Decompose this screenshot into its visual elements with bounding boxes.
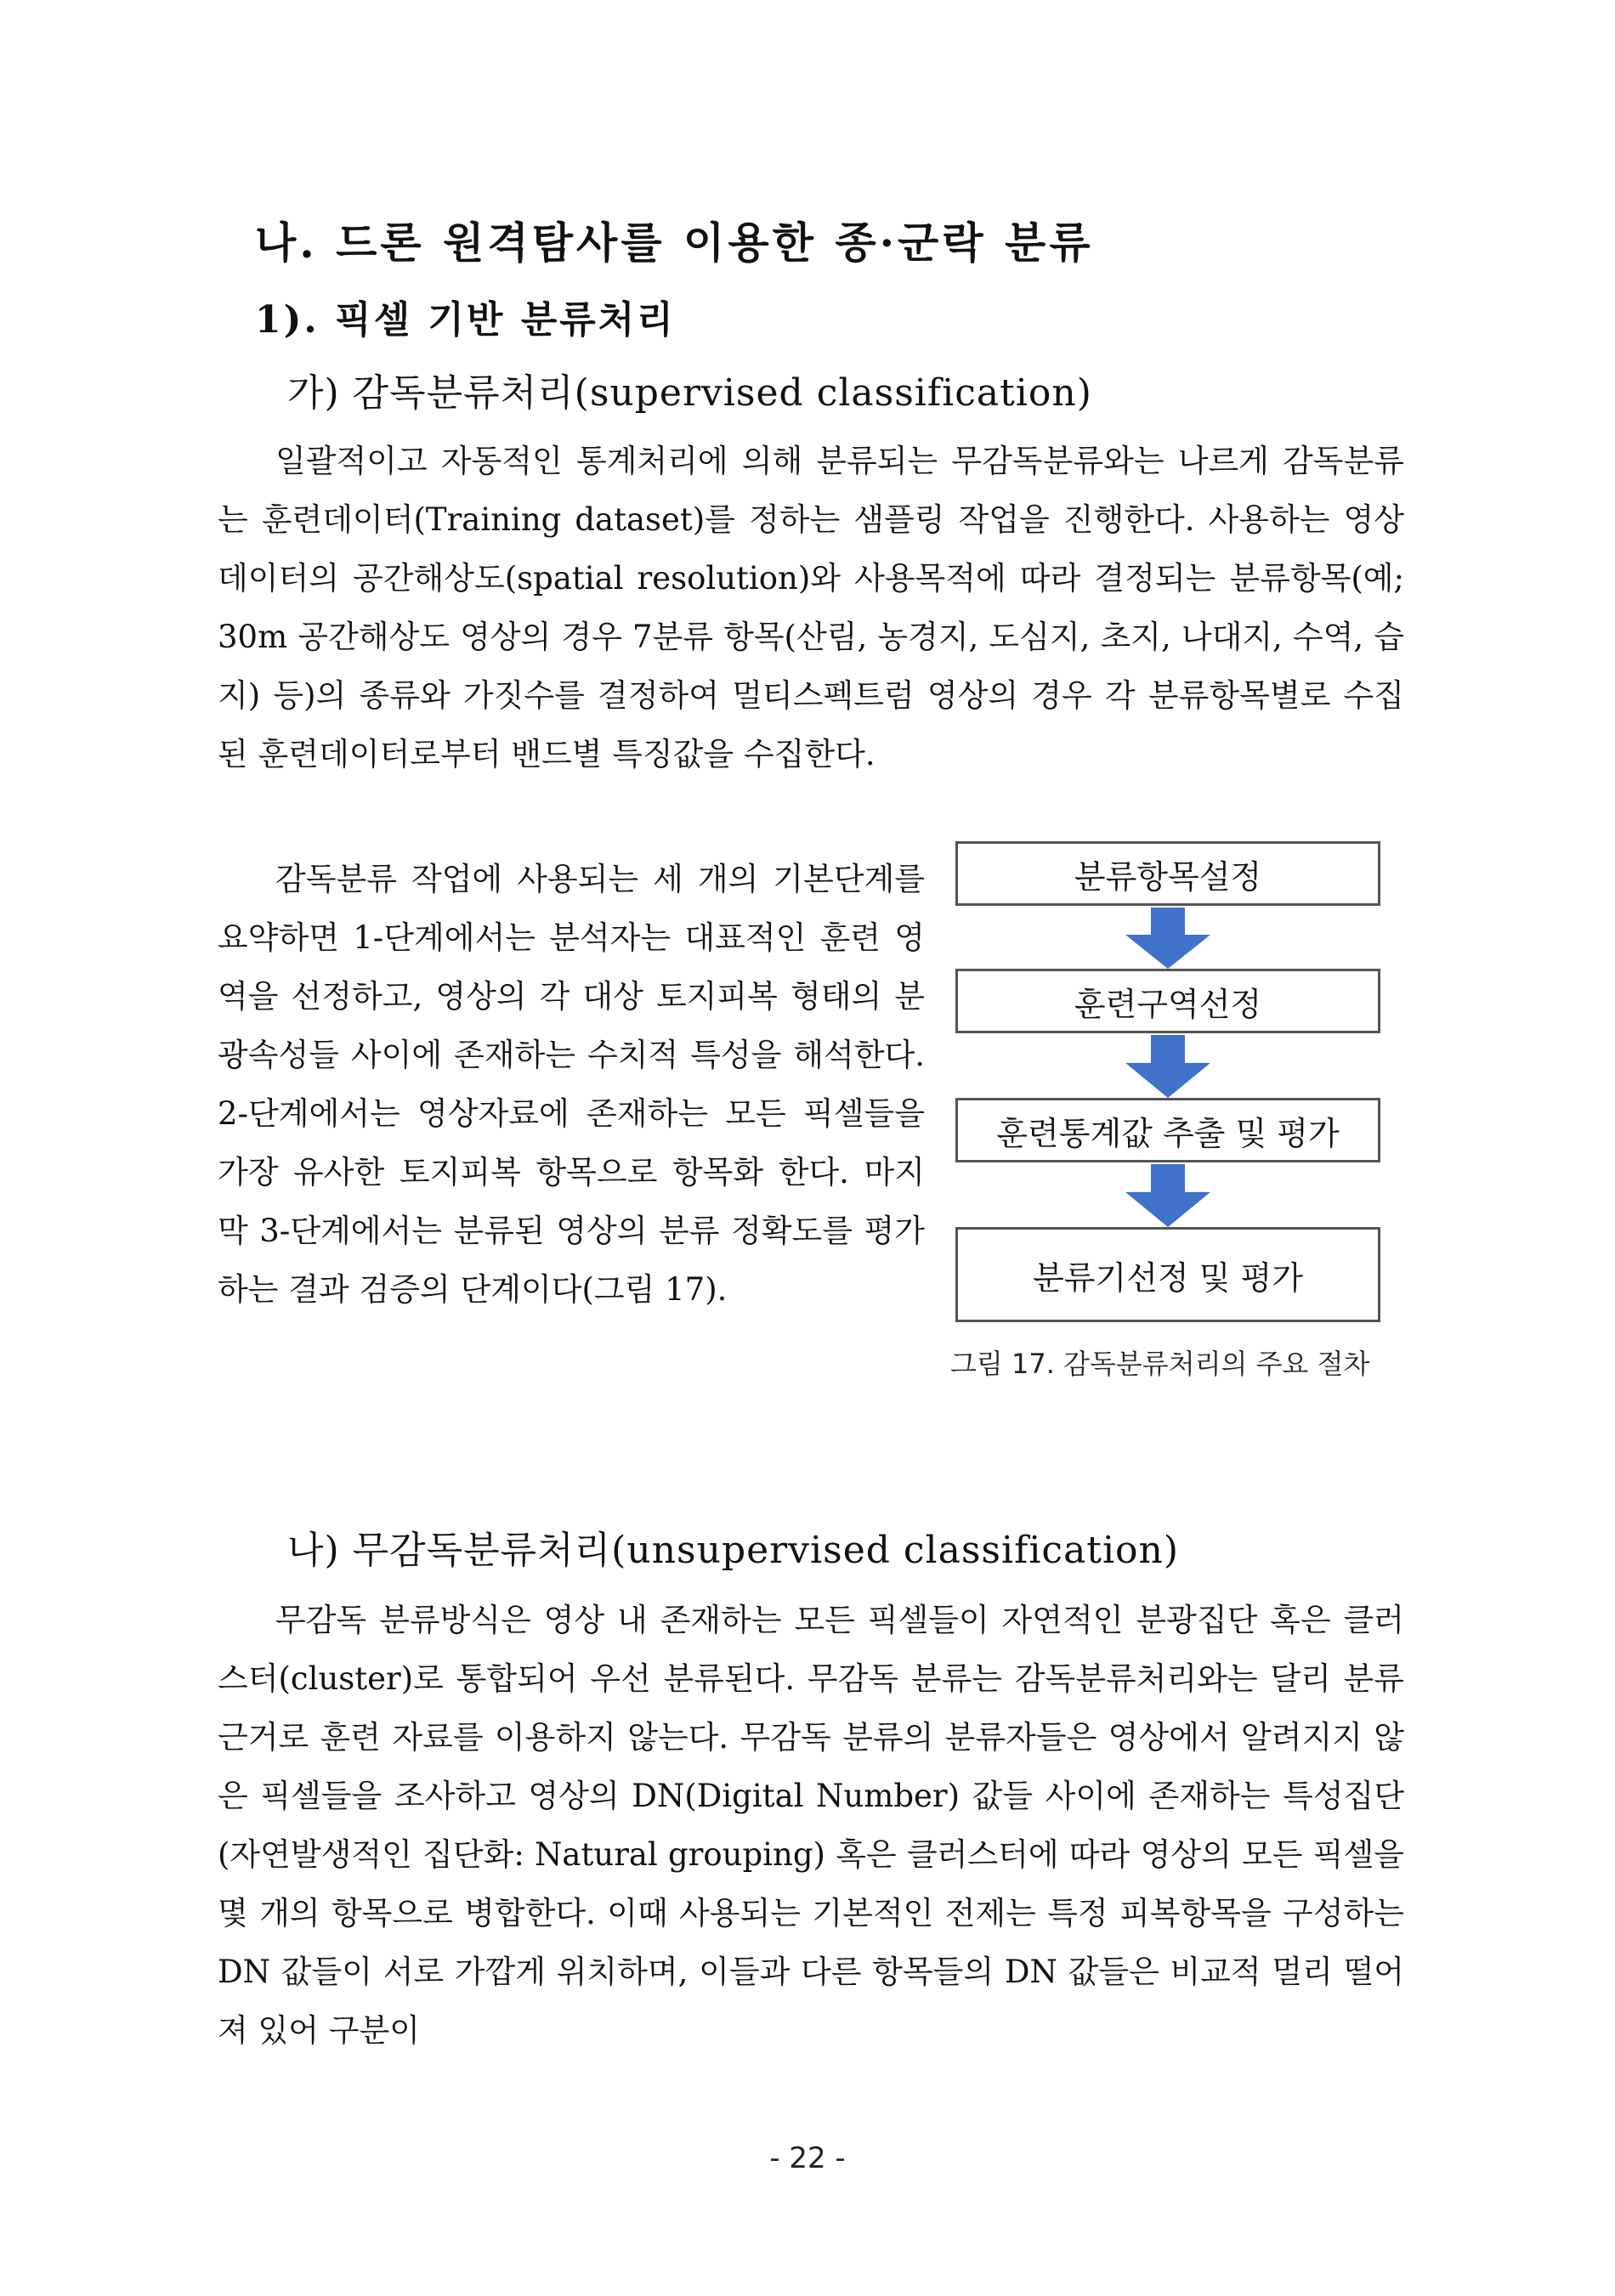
down-arrow-icon	[1125, 908, 1210, 969]
supervised-paragraph-2-text: 감독분류 작업에 사용되는 세 개의 기본단계를 요약하면 1-단계에서는 분석자는 대표적인 훈련 영역을 선정하고, 영상의 각 대상 토지피복 형태의 분광속성들 사이에 존재하는 수치적 특성을 해석한다. 2-단계에서는 영상자료에 존재하는 모든 픽셀들을 가장 유사한 토지피복 항목으로 항목화 한다. 마지막 3-단계에서는 분류된 영상의 분류 정확도를 평가하는 결과 검증의 단계이다(그림 17).	[218, 861, 925, 1308]
flowchart-step-2: 훈련구역선정	[955, 969, 1380, 1033]
supervised-paragraph-2	[218, 850, 925, 1377]
subsection-heading: 1). 픽셀 기반 분류처리	[255, 298, 676, 342]
supervised-paragraph-1-text: 일괄적이고 자동적인 통계처리에 의해 분류되는 무감독분류와는 나르게 감독분류는 훈련데이터(Training dataset)를 정하는 샘플링 작업을 진행한다. 사용하는 영상 데이터의 공간해상도(spatial resolution)와 사용목적에 따라 결정되는 분류항목(예; 30m 공간해상도 영상의 경우 7분류 항목(산림, 농경지, 도심지, 초지, 나대지, 수역, 습지) 등)의 종류와 가짓수를 결정하여 멀티스펙트럼 영상의 경우 각 분류항목별로 수집된 훈련데이터로부터 밴드별 특징값을 수집한다.	[218, 443, 1404, 772]
flowchart-figure	[950, 841, 1392, 1394]
supervised-paragraph-1	[218, 432, 1404, 840]
section-heading: 나. 드론 원격탐사를 이용한 종·군락 분류	[255, 218, 1094, 268]
flowchart-step-1: 분류항목설정	[955, 841, 1380, 906]
unsupervised-paragraph	[218, 1591, 1404, 2067]
page-number: - 22 -	[769, 2141, 846, 2175]
unsupervised-heading: 나) 무감독분류처리(unsupervised classification)	[287, 1529, 1180, 1572]
supervised-heading: 가) 감독분류처리(supervised classification)	[287, 371, 1092, 415]
flowchart-step-4: 분류기선정 및 평가	[955, 1227, 1380, 1322]
down-arrow-icon	[1125, 1035, 1210, 1098]
unsupervised-paragraph-text: 무감독 분류방식은 영상 내 존재하는 모든 픽셀들이 자연적인 분광집단 혹은 클러스터(cluster)로 통합되어 우선 분류된다. 무감독 분류는 감독분류처리와는 달리 분류근거로 훈련 자료를 이용하지 않는다. 무감독 분류의 분류자들은 영상에서 알려지지 않은 픽셀들을 조사하고 영상의 DN(Digital Number) 값들 사이에 존재하는 특성집단(자연발생적인 집단화: Natural grouping) 혹은 클러스터에 따라 영상의 모든 픽셀을 몇 개의 항목으로 병합한다. 이때 사용되는 기본적인 전제는 특정 피복항목을 구성하는 DN 값들이 서로 가깝게 위치하며, 이들과 다른 항목들의 DN 값들은 비교적 멀리 떨어져 있어 구분이	[218, 1602, 1404, 2049]
down-arrow-icon	[1125, 1164, 1210, 1227]
figure-caption: 그림 17. 감독분류처리의 주요 절차	[950, 1348, 1370, 1380]
flowchart-step-3: 훈련통계값 추출 및 평가	[955, 1098, 1380, 1162]
